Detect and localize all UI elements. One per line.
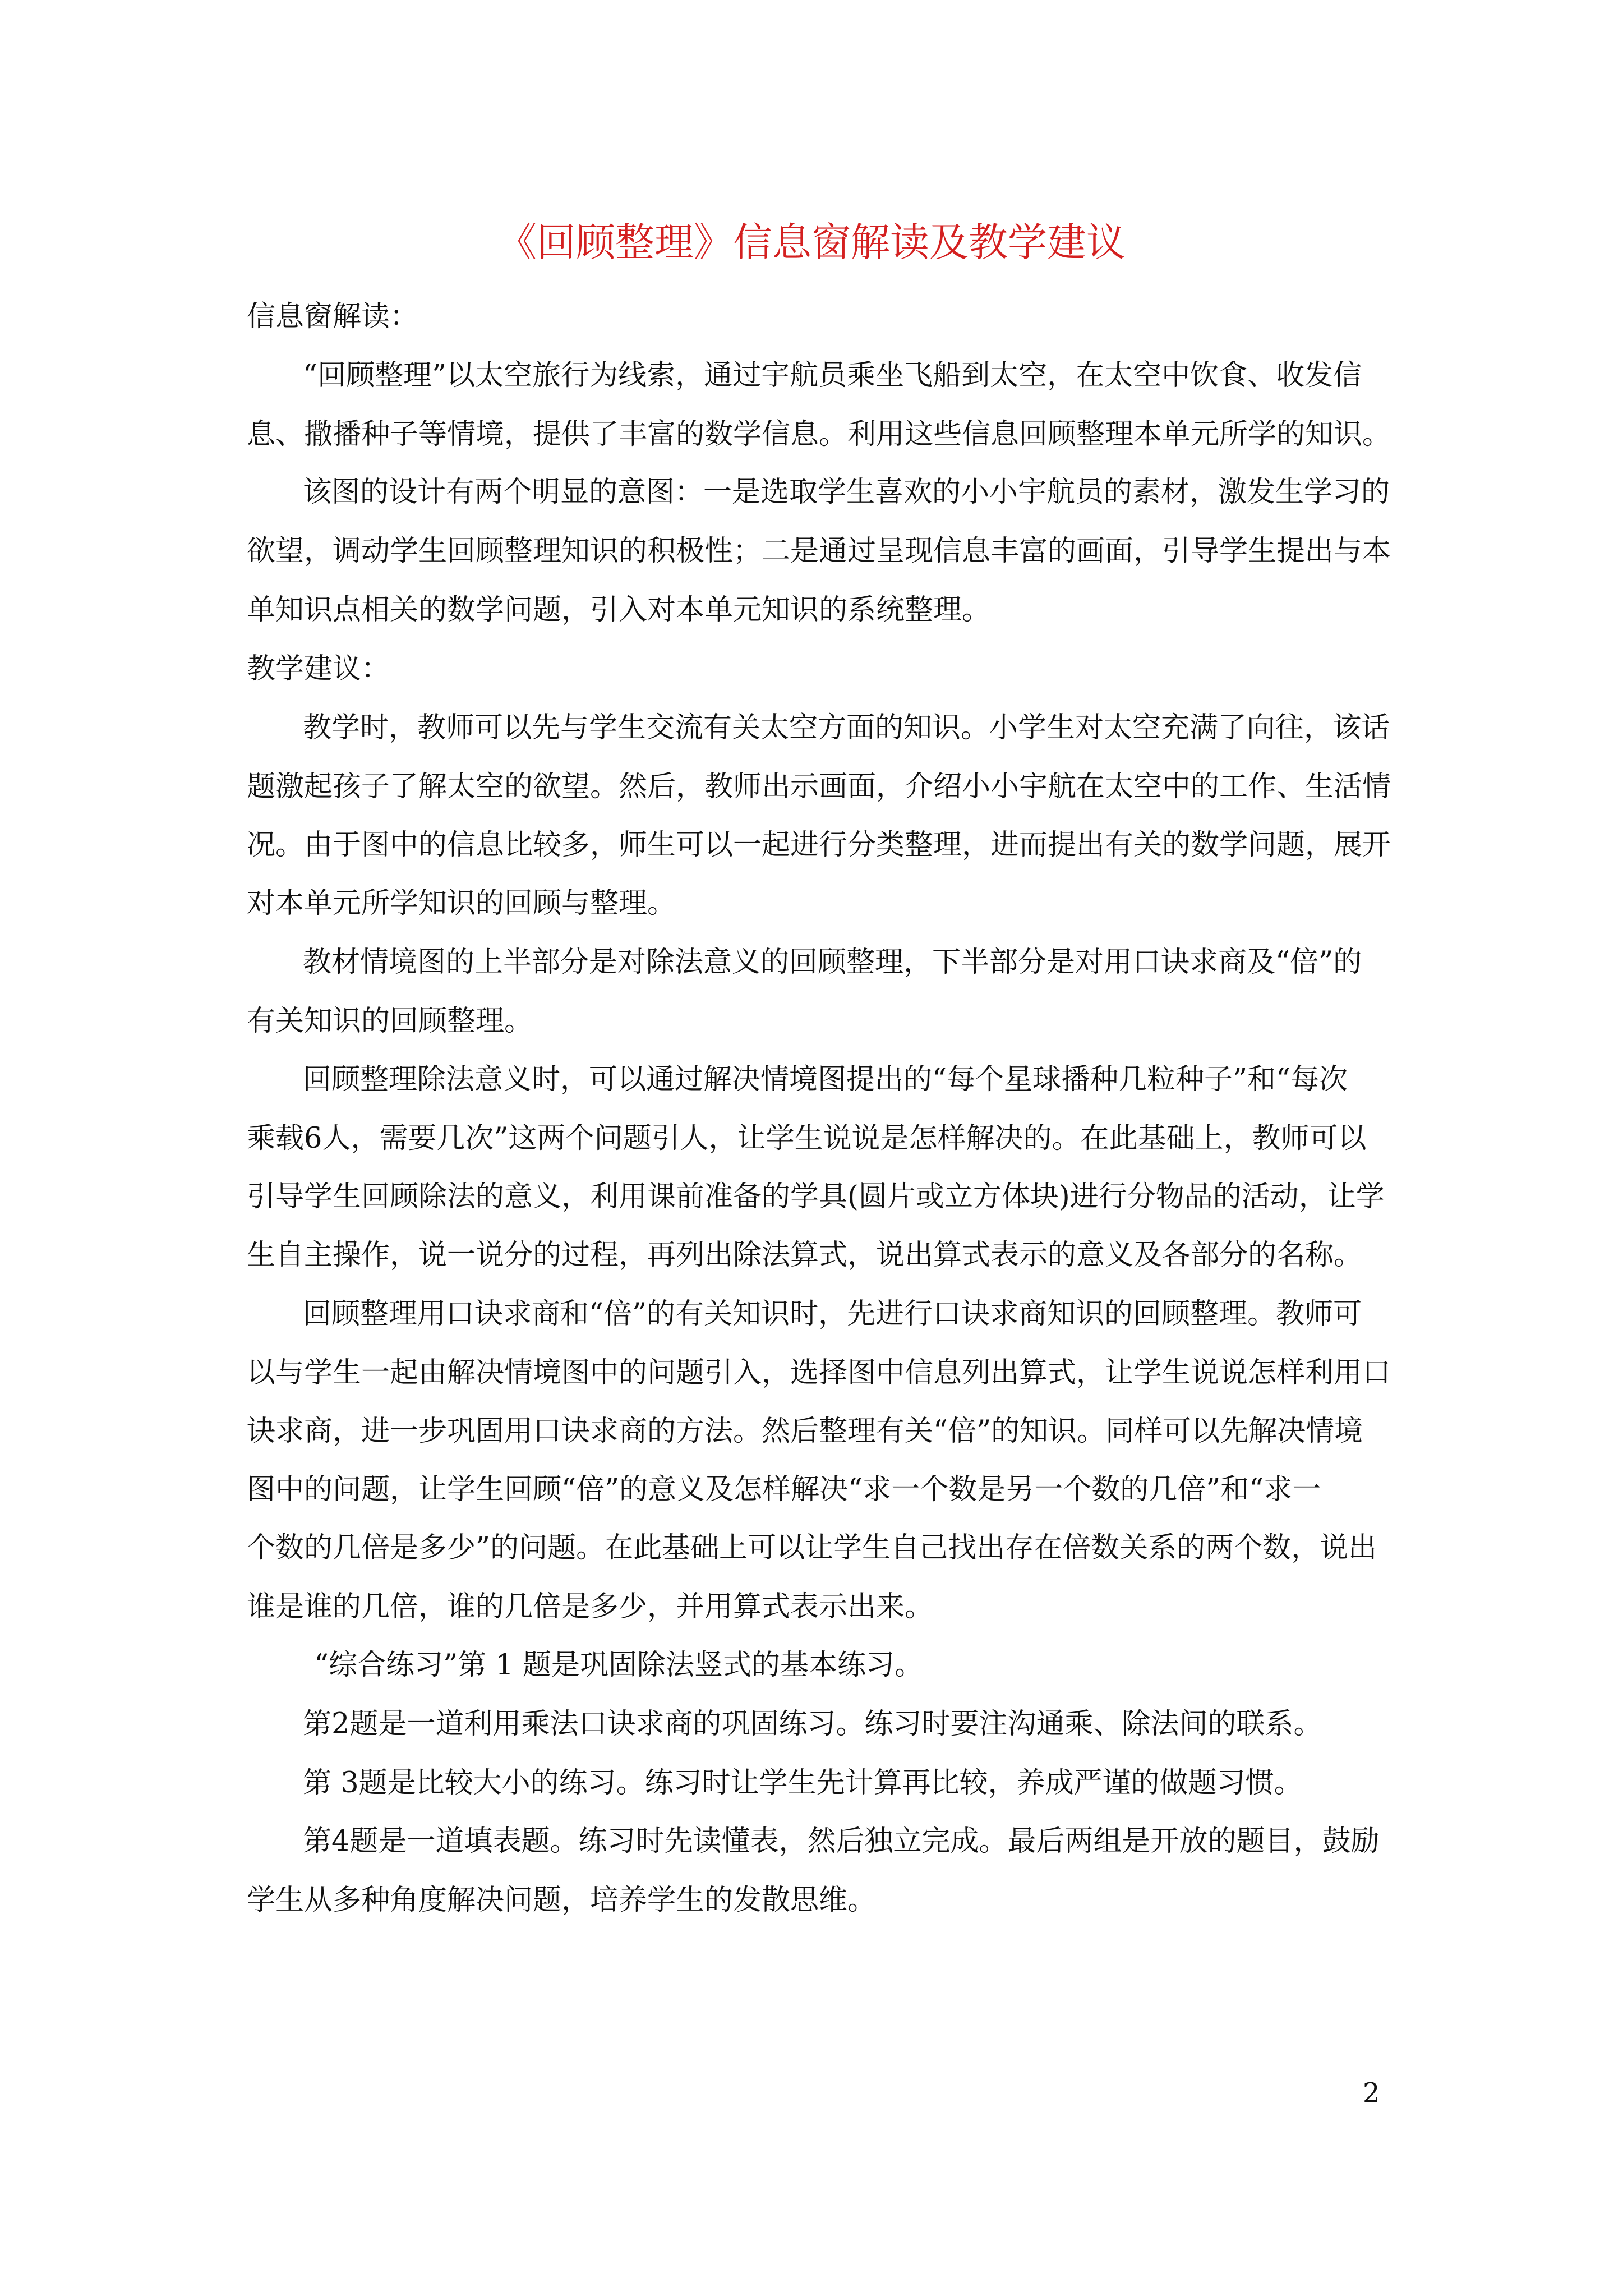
page-number: 2	[1363, 2077, 1380, 2109]
paragraph-line: 单知识点相关的数学问题，引入对本单元知识的系统整理。	[247, 593, 991, 627]
heading-teaching-suggestions: 教学建议：	[247, 652, 390, 685]
paragraph-line: 第2题是一道利用乘法口诀求商的巩固练习。练习时要注沟通乘、除法间的联系。	[303, 1708, 1322, 1741]
paragraph-line: “回顾整理”以太空旅行为线索，通过宇航员乘坐飞船到太空，在太空中饮食、收发信	[303, 359, 1362, 392]
paragraph-line: 对本单元所学知识的回顾与整理。	[247, 887, 676, 920]
paragraph-line: 题激起孩子了解太空的欲望。然后，教师出示画面，介绍小小宇航在太空中的工作、生活情	[247, 770, 1391, 803]
paragraph-line: 个数的几倍是多少”的问题。在此基础上可以让学生自己找出存在倍数关系的两个数，说出	[247, 1531, 1377, 1565]
paragraph-line: 况。由于图中的信息比较多，师生可以一起进行分类整理，进而提出有关的数学问题，展开	[247, 829, 1391, 862]
paragraph-line: 息、撒播种子等情境，提供了丰富的数学信息。利用这些信息回顾整理本单元所学的知识。	[247, 418, 1391, 451]
paragraph-line: 以与学生一起由解决情境图中的问题引入，选择图中信息列出算式，让学生说说怎样利用口	[247, 1356, 1391, 1389]
paragraph-line: 第4题是一道填表题。练习时先读懂表，然后独立完成。最后两组是开放的题目，鼓励	[303, 1825, 1380, 1858]
paragraph-line: 引导学生回顾除法的意义，利用课前准备的学具(圆片或立方体块)进行分物品的活动，让学	[247, 1180, 1385, 1213]
paragraph-line: 诀求商，进一步巩固用口诀求商的方法。然后整理有关“倍”的知识。同样可以先解决情境	[247, 1415, 1363, 1448]
paragraph-line: 图中的问题，让学生回顾“倍”的意义及怎样解决“求一个数是另一个数的几倍”和“求一	[247, 1473, 1321, 1506]
paragraph-line: 生自主操作，说一说分的过程，再列出除法算式，说出算式表示的意义及各部分的名称。	[247, 1239, 1363, 1272]
paragraph-line: 乘载6人，需要几次”这两个问题引人，让学生说说是怎样解决的。在此基础上，教师可以	[247, 1122, 1367, 1155]
paragraph-line: 学生从多种角度解决问题，培养学生的发散思维。	[247, 1884, 877, 1917]
document-title: 《回顾整理》信息窗解读及教学建议	[497, 219, 1126, 265]
paragraph-line: 有关知识的回顾整理。	[247, 1005, 533, 1038]
paragraph-line: 谁是谁的几倍，谁的几倍是多少，并用算式表示出来。	[247, 1590, 934, 1623]
paragraph-line: 第 3题是比较大小的练习。练习时让学生先计算再比较，养成严谨的做题习惯。	[303, 1766, 1303, 1800]
heading-info-window: 信息窗解读：	[247, 300, 419, 333]
paragraph-line: 欲望，调动学生回顾整理知识的积极性；二是通过呈现信息丰富的画面，引导学生提出与本	[247, 535, 1391, 568]
paragraph-line: “综合练习”第 1 题是巩固除法竖式的基本练习。	[314, 1649, 924, 1682]
paragraph-line: 教材情境图的上半部分是对除法意义的回顾整理，下半部分是对用口诀求商及“倍”的	[303, 946, 1362, 979]
paragraph-line: 该图的设计有两个明显的意图：一是选取学生喜欢的小小宇航员的素材，激发生学习的	[303, 476, 1390, 509]
paragraph-line: 回顾整理除法意义时，可以通过解决情境图提出的“每个星球播种几粒种子”和“每次	[303, 1063, 1348, 1096]
paragraph-line: 回顾整理用口诀求商和“倍”的有关知识时，先进行口诀求商知识的回顾整理。教师可	[303, 1297, 1362, 1331]
paragraph-line: 教学时，教师可以先与学生交流有关太空方面的知识。小学生对太空充满了向往，该话	[303, 711, 1390, 744]
